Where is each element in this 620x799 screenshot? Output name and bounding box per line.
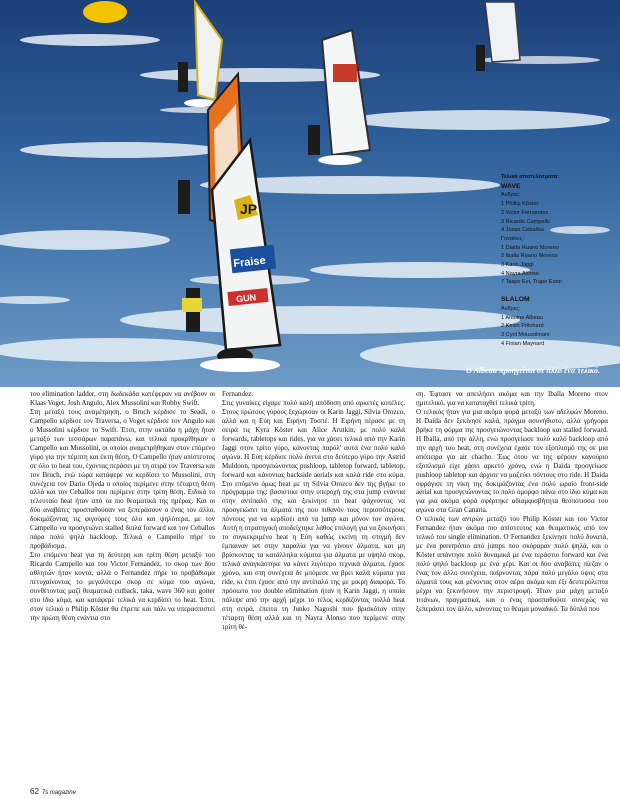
wave-women-label: Γυναίκες: <box>501 235 524 242</box>
slalom-category: SLALOM <box>501 296 530 304</box>
slalom-men-result: 4 Finian Maynard <box>501 340 545 347</box>
photo-caption: O Albeau προηγείται σε άλλο ένα τελικό. <box>466 366 600 375</box>
paragraph: του elimination ladder, στη δωδεκάδα κατέφεραν να ανέβουν οι Klaas Voget, Josh Angulo, Alex Mussolini και Robby Swift. <box>30 390 215 407</box>
article-column-1 <box>30 390 215 623</box>
slalom-men-result: 2 Kevin Pritchard <box>501 323 544 330</box>
article-body <box>30 390 610 775</box>
wave-men-result: 3 Ricardo Campello <box>501 218 551 225</box>
article-column-3 <box>416 390 608 614</box>
wave-women-result: 7 Taspe Evi, Trape Εισαι <box>501 279 562 286</box>
wave-men-label: Άνδρες: <box>501 192 521 199</box>
sail-logo-fraise: Fraise <box>232 254 267 271</box>
paragraph: Στις γυναίκες είχαμε πολύ καλή απόδοση από αρκετές κοπέλες. Στους πρώτους γύρους ξεχώρισαν οι Karin Jaggi, Silvia Orozco, αλλά και η Εύη και Ειρήνη Τοσπέ. Η Ειρήνη πέρασε με τη σειρά τις Kyra Köster και Alice Arutkin, με πολύ καλά forwards, tabletops και rides, για να χάσει τελικά από την Karin Jaggi στον τρίτο γύρο, κάνοντας παρόλ' αυτά ένα πολύ καλό αγώνα. Η Εύη κέρδισε πολύ άνετα στο δεύτερο γύρο την Astrid Muldoon, προσγειώνοντας pushloop, tabletop forward, tabletop, forward και κάνοντας backside aerials και καλά ride στο κύμα. Στο επόμενο όμως heat με τη Silvia Orozco δεν της βγήκε το πρόγραμμα της: βασιστικε στην υπεροχή της στα jump ενάντια στην αντίπαλό της και ξεκίνησε το heat ψάχνοντας να προσγειώσει τα άλματά της που πιθανόν τους περισσότερους πόντους για να κερδίσει από τα jump και μόνον τον αγώνα. Αυτή η στρατηγική αποδείχτηκε λάθος επιλογή για να ξεκινήσει το συγκεκριμένο heat η Εύη καθώς εκείνη τη στιγμή δεν έμπαιναν set στην παραλία για να γίνουν άλματα, και μη βρίσκοντας τα κατάλληλα κύματα για άλματα με υψηλό σκορ, τελικά αναγκάστηκε να κάνει λιγότερο τεχνικά άλματα, έχασε χρόνο, και στη συνέχεια δε μπόρεσε να βρει καλά κύματα για ride, κι έτσι έχασε από την αντίπαλό της με μικρή διαφορά. Το πρόσωπο του double elimination ήταν η Karin Jaggi, η οποία πάλεψε από την αρχή μέχρι το τέλος κερδίζοντας πολλά heat στη σειρά, έπειτα τη Junko Nagoshi που βρισκόταν στην τέταρτη θέση αλλά και τη Nayra Alonso που περίμενε στην τρίτη θέ- <box>222 398 405 631</box>
article-column-2 <box>222 390 405 632</box>
paragraph: Ο τελικός ήταν για μια ακόμα φορά μεταξύ των αδελφών Moreno. Η Daida δεν ξεκίνησε καλά, πράγμα ασυνήθιστο, αλλά γρήγορα βρήκε τη φόρμα της προσγειώνοντας backloop και stalled forward. Η Iballa, από την άλλη, ενώ προσγείωσε πολύ καλό backloop από την αρχή του heat, στη συνέχεια έχασε τον εξοπλισμό της σε μια απόπειρα για air chacho. Έως ότου να της φέρουν κανούριο εξοπλισμό είχε χάσει αρκετό χρόνο, ενώ η Daida προσγείωσε pushloop tabletop και άρχισε να μαζεύει πόντους στο ride. Η Daida σφράγισε τη νίκη της δοκιμάζοντας ένα πολύ ωραίο front-side aerial και προσγειώνοντας το πολύ όμορφο πάνω στο ίδιο κύμα και για μια ακόμα φορά σφέρτηκε αδιαμφισβήτητα θεοπότισσα του αγώνα στα Gran Canaria. <box>416 407 608 515</box>
wave-women-result: 2 Iballa Ruano Moreno <box>501 253 558 260</box>
wave-women-result: 4 Nayra Alonso <box>501 270 539 277</box>
paragraph: ση. Έφτασε να απειλήσει ακόμα και την Iballa Moreno στον ημιτελικό, για να καταταχθεί τελικά τρίτη. <box>416 390 608 407</box>
wave-men-result: 2 Victor Fernandez <box>501 209 549 216</box>
wave-men-result: 4 Jonas Ceballos <box>501 227 544 234</box>
wave-women-result: 3 Karin Jaggi <box>501 262 534 269</box>
paragraph: Fernandez. <box>222 390 254 398</box>
paragraph: Ο τελικός των αντρών μεταξύ του Philip Köster και του Victor Fernandez ήταν ακόμα πιο απίστευτος και θεαματικός από τον τελικό του single elimination. Ο Fernandez ξεκίνησε πολύ δυνατά, με ένα pererpόπιο από jumps που σκόραραν πολύ ψηλά, και ο Köster απάντησε πολύ δυναμικά με ένα τεράστιο forward και ένα πολύ ψηλό backloop με ένα χέρι. Και οι δύο αναβάτες πίεζαν ο ένας τον άλλο συνέχεια, παίρνοντας πάρα πολύ μεγάλο ύψος στα άλματά τους και μένοντας στον αέρα ακόμα και έξι δευτερόλεπτα μέχρι να ξεκινήσουν την περιστροφή. Ήταν μια μάχη μεταξύ τιτάνων, πραγματικά, και ο ένας προσπαθούσε συνεχώς να ξεπεράσει τον άλλο, κάνοντας το θέαμα μοναδικό. Τα δύπλά που <box>416 515 608 613</box>
sail-logo-jp: JP <box>240 201 258 217</box>
slalom-men-label: Άνδρες: <box>501 305 521 312</box>
page-number: 62 <box>30 787 39 796</box>
results-box <box>501 173 616 348</box>
magazine-name: 7s magazine <box>41 790 76 796</box>
slalom-men-result: 3 Cyril Moussilmani <box>501 331 550 338</box>
wave-men-result: 1 Phillip Köster <box>501 201 539 208</box>
slalom-men-result: 1 Antoine Albeau <box>501 314 543 321</box>
paragraph: Στο επόμενο heat για τη δεύτερη και τρίτη θέση μεταξύ του Ricardo Campello και του Victor Fernandez, το σκορ των δύο αθλητών ήταν κοντά, αλλά ο Fernandez πήρε το προβάδισμα πετυχαίνοντας το μεγαλύτερο σκορ σε κύμα του αγώνα, συνθέτοντας μαζί θεαματικά cutback, taka, wave 360 και goiter στο ίδιο κύμα, και κατάφερε τελικά να κερδίσει το heat. Έτσι, στον τελικό ο Philip Köster θα έπρεπε και πάλι να υπερασπιστεί την πρώτη θέση ενάντια στο <box>30 551 215 622</box>
page-footer <box>30 787 76 796</box>
sail-logo-gun: GUN <box>235 292 257 305</box>
results-heading: Τελικά αποτελέσματα: <box>501 174 560 180</box>
wave-category: WAVE <box>501 182 521 190</box>
paragraph: Στη μεταξύ τους αναμέτρηση, ο Bruch κέρδισε το Seadi, ο Campello κέρδισε τον Traversa, ο Voget κέρδισε τον Angulo και ο Mussolini κέρδισε το Swift. Έτσι, στην οκτάδα η μάχη ήταν μεταξύ των τεσσάρων παραπάνω, και τελικά προκρίθηκαν ο Campello και Mussolini, οι οποίοι αναμετρήθηκαν στον επόμενο γύρο για την πέμπτη και έκτη θέση. Ο Campello ήταν απίστευτος σε όλο το heat του, έχοντας περάσει με τη σειρά τον Traversa και τον Bruch, ενώ τώρα κατάφερε να κερδίσει το Mussolini, στη συνέχεια τον Dario Ojeda ο οποίος περίμενε στην τέταρτη θέση αλλά και τον Ceballos που περίμενε στην τρίτη θέση. Ειδικά το τελευταίο heat ήταν από τα πιο θεαματικά της ημέρας. Και οι δύο αναβάτες προσπαθούσαν να ξεπεράσουν ο ένας τον άλλο, δοκιμάζοντας τις φιγούρες τους όλο και ψηλότερα, με τον Campello να προσγειώνει stalled διπλά forward και τον Ceballos πάρα πολύ ψηλά backloop. Τελικά ο Campello πήρε το προβάδισμα. <box>30 407 215 551</box>
wave-women-result: 1 Daida Ruano Moreno <box>501 244 559 251</box>
